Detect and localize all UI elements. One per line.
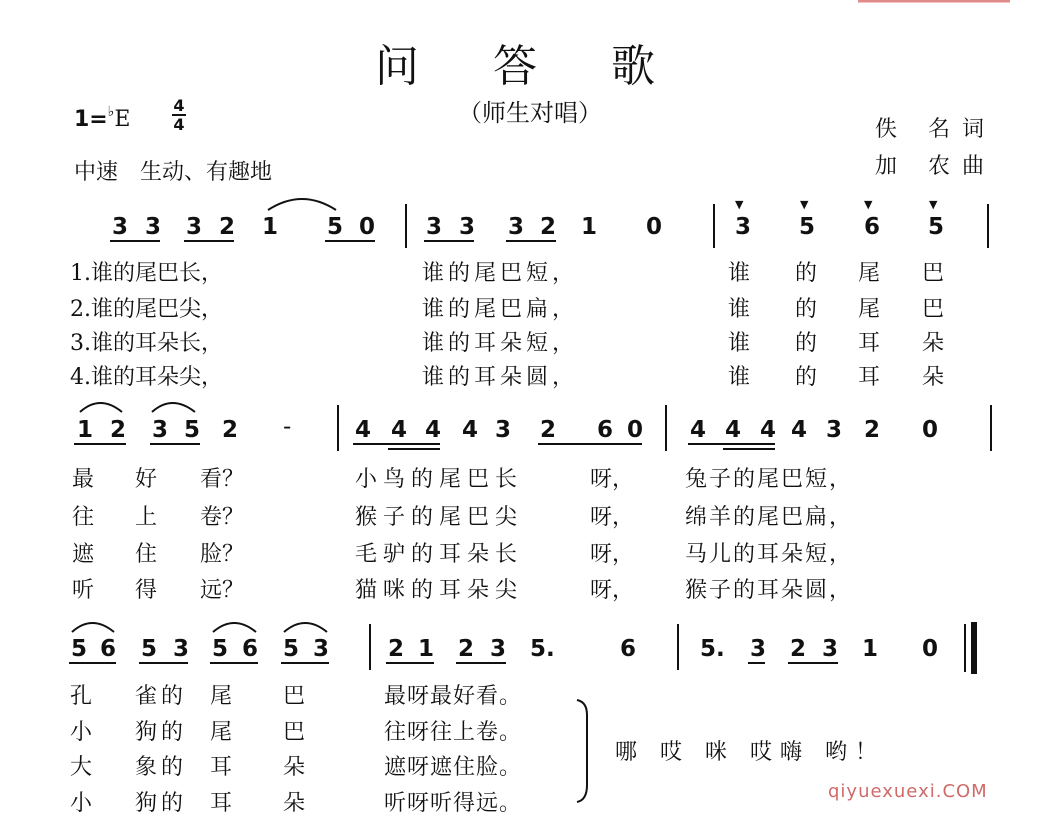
note: 1 bbox=[581, 214, 598, 240]
lyric-word: 谁 bbox=[728, 261, 751, 286]
note: 6 bbox=[864, 214, 881, 240]
final-barline bbox=[971, 622, 977, 674]
lyric-word: 卷？ bbox=[200, 505, 245, 530]
lyric-word: 遮 bbox=[72, 542, 95, 567]
lyric-word: 脸？ bbox=[200, 542, 245, 567]
lyric-word: 耳 bbox=[210, 791, 233, 816]
note: 3 bbox=[459, 214, 476, 240]
lyric-line: 听呀听得远。 bbox=[384, 791, 523, 816]
lyric-word: 耳 bbox=[858, 331, 881, 356]
note: 2 bbox=[864, 417, 881, 443]
lyric-word: 尾 bbox=[858, 261, 881, 286]
note: 2 bbox=[110, 417, 127, 443]
note: 5 bbox=[71, 636, 88, 662]
lyric-word: 狗的 bbox=[135, 720, 188, 745]
lyric-word: 大 bbox=[70, 755, 93, 780]
lyric-line: 4.谁的耳朵尖， bbox=[70, 365, 223, 390]
accent-mark-icon: ▼ bbox=[735, 198, 744, 211]
lyric-word: 谁 bbox=[728, 365, 751, 390]
lyric-word: 看？ bbox=[200, 467, 245, 492]
flat-sign: ♭ bbox=[107, 104, 115, 120]
note: 1 bbox=[418, 636, 435, 662]
lyric-word: 上 bbox=[135, 505, 158, 530]
lyric-word: 最 bbox=[72, 467, 95, 492]
slur bbox=[284, 623, 327, 632]
tempo-marking: 中速 生动、有趣地 bbox=[74, 160, 273, 185]
note: 3 bbox=[495, 417, 512, 443]
lyric-word: 尾 bbox=[210, 720, 233, 745]
note: 4 bbox=[391, 417, 408, 443]
lyric-line: 兔子的尾巴短， bbox=[685, 467, 854, 492]
lyric-line: 毛驴的耳朵长 bbox=[355, 542, 524, 567]
note: 6 bbox=[100, 636, 117, 662]
lyric-line: 遮呀遮住脸。 bbox=[384, 755, 523, 780]
lyric-word: 巴 bbox=[283, 720, 306, 745]
lyric-line: 猴子的尾巴尖 bbox=[355, 505, 524, 530]
lyric-word: 呀， bbox=[590, 467, 635, 492]
note: 2 bbox=[388, 636, 405, 662]
note: 5 bbox=[283, 636, 300, 662]
lyric-line: 小鸟的尾巴长 bbox=[355, 467, 524, 492]
lyric-word: 听 bbox=[72, 578, 95, 603]
lyric-word: 谁 bbox=[728, 331, 751, 356]
note: 5 bbox=[212, 636, 229, 662]
lyric-word: 朵 bbox=[283, 755, 306, 780]
time-bottom: 4 bbox=[173, 115, 185, 134]
lyric-word: 小 bbox=[70, 791, 93, 816]
note: 4 bbox=[791, 417, 808, 443]
note: 3 bbox=[750, 636, 767, 662]
accent-mark-icon: ▼ bbox=[800, 198, 809, 211]
lyric-word: 的 bbox=[795, 297, 818, 322]
lyric-word: 得 bbox=[135, 578, 158, 603]
note: 4 bbox=[425, 417, 442, 443]
accent-mark-icon: ▼ bbox=[929, 198, 938, 211]
note: 0 bbox=[922, 417, 939, 443]
lyric-line: 谁的耳朵短， bbox=[422, 331, 579, 356]
lyric-word: 象的 bbox=[135, 755, 188, 780]
note: 1 bbox=[862, 636, 879, 662]
lyric-word: 呀， bbox=[590, 505, 635, 530]
song-subtitle: （师生对唱） bbox=[458, 99, 602, 127]
note: 2 bbox=[222, 417, 239, 443]
lyric-line: 最呀最好看。 bbox=[384, 684, 523, 709]
lyric-word: 呀， bbox=[590, 542, 635, 567]
lyric-word: 耳 bbox=[858, 365, 881, 390]
slur bbox=[213, 623, 256, 632]
lyric-word: 的 bbox=[795, 261, 818, 286]
note: 5. bbox=[700, 636, 725, 662]
lyric-line: 2.谁的尾巴尖， bbox=[70, 297, 223, 322]
note: 6 bbox=[597, 417, 614, 443]
lyric-line: 3.谁的耳朵长， bbox=[70, 331, 223, 356]
note: 2 bbox=[219, 214, 236, 240]
lyric-word: 远？ bbox=[200, 578, 245, 603]
lyric-word: 小 bbox=[70, 720, 93, 745]
watermark: qiyuexuexi.COM bbox=[828, 781, 988, 802]
lyric-word: 朵 bbox=[922, 331, 945, 356]
lyric-line: 谁的尾巴短， bbox=[422, 261, 579, 286]
lyric-word: 巴 bbox=[922, 297, 945, 322]
lyric-word: 的 bbox=[795, 365, 818, 390]
note: 2 bbox=[540, 214, 557, 240]
lyric-word: 的 bbox=[795, 331, 818, 356]
lyric-line: 谁的尾巴扁， bbox=[422, 297, 579, 322]
lyric-word: 狗的 bbox=[135, 791, 188, 816]
note: 0 bbox=[922, 636, 939, 662]
lyric-line: 猫咪的耳朵尖 bbox=[355, 578, 524, 603]
note: 1 bbox=[77, 417, 94, 443]
lyric-word: 朵 bbox=[283, 791, 306, 816]
lyric-line: 猴子的耳朵圆， bbox=[685, 578, 854, 603]
slur bbox=[72, 623, 114, 632]
note: 3 bbox=[426, 214, 443, 240]
refrain-bracket bbox=[577, 700, 587, 802]
lyric-line: 谁的耳朵圆， bbox=[422, 365, 579, 390]
note: 4 bbox=[760, 417, 777, 443]
note: 5 bbox=[928, 214, 945, 240]
composer-credit: 加 农曲 bbox=[875, 154, 996, 179]
time-top: 4 bbox=[173, 96, 185, 115]
note: 3 bbox=[826, 417, 843, 443]
note: 2 bbox=[790, 636, 807, 662]
lyricist-credit: 佚 名词 bbox=[875, 117, 996, 142]
lyric-word: 巴 bbox=[283, 684, 306, 709]
note: 3 bbox=[145, 214, 162, 240]
note: 3 bbox=[508, 214, 525, 240]
slur bbox=[80, 403, 122, 412]
note: 3 bbox=[186, 214, 203, 240]
lyric-line: 往呀往上卷。 bbox=[384, 720, 523, 745]
accent-mark-icon: ▼ bbox=[864, 198, 873, 211]
lyric-line: 1.谁的尾巴长， bbox=[70, 261, 223, 286]
lyric-word: 巴 bbox=[922, 261, 945, 286]
note: 5 bbox=[184, 417, 201, 443]
lyric-word: 住 bbox=[135, 542, 158, 567]
note: - bbox=[283, 414, 292, 440]
note: 4 bbox=[355, 417, 372, 443]
note: 4 bbox=[725, 417, 742, 443]
note: 5 bbox=[141, 636, 158, 662]
note: 0 bbox=[627, 417, 644, 443]
note: 3 bbox=[173, 636, 190, 662]
lyric-word: 耳 bbox=[210, 755, 233, 780]
note: 5. bbox=[530, 636, 555, 662]
note: 2 bbox=[458, 636, 475, 662]
lyric-line: 绵羊的尾巴扁， bbox=[685, 505, 854, 530]
lyric-word: 往 bbox=[72, 505, 95, 530]
lyric-word: 呀， bbox=[590, 578, 635, 603]
note: 3 bbox=[152, 417, 169, 443]
note: 6 bbox=[620, 636, 637, 662]
note: 4 bbox=[462, 417, 479, 443]
slur bbox=[152, 403, 195, 412]
lyric-line: 马儿的耳朵短， bbox=[685, 542, 854, 567]
note: 5 bbox=[327, 214, 344, 240]
note: 2 bbox=[540, 417, 557, 443]
note: 0 bbox=[646, 214, 663, 240]
note: 4 bbox=[690, 417, 707, 443]
note: 0 bbox=[359, 214, 376, 240]
note: 3 bbox=[112, 214, 129, 240]
lyric-word: 朵 bbox=[922, 365, 945, 390]
note: 3 bbox=[313, 636, 330, 662]
note: 3 bbox=[490, 636, 507, 662]
refrain-lyric: 哪 哎 咪 哎嗨 哟！ bbox=[615, 740, 885, 765]
key-prefix: 1= bbox=[74, 107, 108, 132]
note: 6 bbox=[242, 636, 259, 662]
lyric-word: 孔 bbox=[70, 684, 93, 709]
note: 3 bbox=[822, 636, 839, 662]
lyric-word: 雀的 bbox=[135, 684, 188, 709]
slur bbox=[268, 199, 336, 210]
key-note: E bbox=[114, 107, 131, 132]
note: 5 bbox=[799, 214, 816, 240]
note: 3 bbox=[735, 214, 752, 240]
lyric-word: 谁 bbox=[728, 297, 751, 322]
lyric-word: 尾 bbox=[858, 297, 881, 322]
note: 1 bbox=[262, 214, 279, 240]
song-title: 问 答 歌 bbox=[375, 41, 685, 92]
lyric-word: 尾 bbox=[210, 684, 233, 709]
lyric-word: 好 bbox=[135, 467, 158, 492]
